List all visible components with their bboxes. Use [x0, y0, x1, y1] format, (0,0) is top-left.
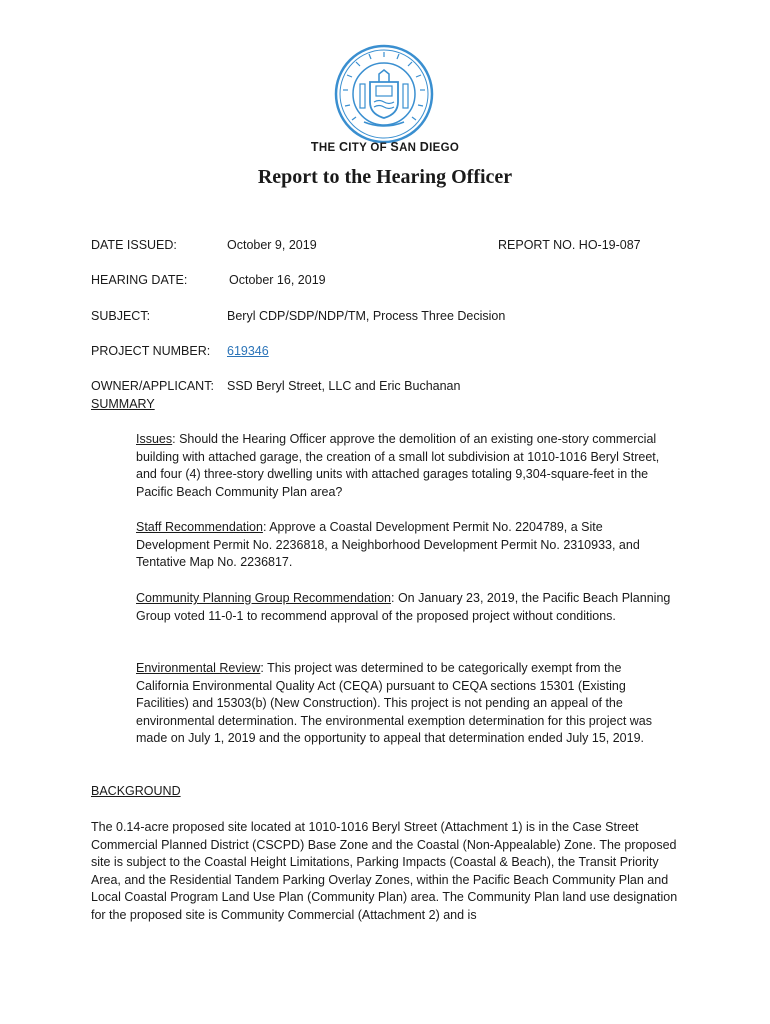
owner-applicant-label: OWNER/APPLICANT:	[91, 379, 214, 393]
staff-recommendation-label: Staff Recommendation	[136, 520, 263, 534]
background-paragraph: The 0.14-acre proposed site located at 1010-1016 Beryl Street (Attachment 1) is in the Case Street Commercial Planned District (CSCPD) Base Zone and the Coastal (Non-Appealable) Zone. The proposed site is subject to the Coastal Height Limitations, Parking Impacts (Coastal & Beach), the Transit Priority Area, and the Residential Tandem Parking Overlay Zones, within the Pacific Beach Community Plan and Local Coastal Program Land Use Plan (Community Plan) area. The Community Plan land use designation for the proposed site is Community Commercial (Attachment 2) and is	[91, 820, 678, 922]
staff-recommendation-paragraph	[136, 519, 676, 572]
issues-text: : Should the Hearing Officer approve the demolition of an existing one-story commercial building with attached garage, the creation of a small lot subdivision at 1010-1016 Beryl Street, and four (4) three-story dwelling units with attached garages totaling 9,304-square-feet in the Pacific Beach Community Plan area?	[136, 432, 660, 499]
subject-value: Beryl CDP/SDP/NDP/TM, Process Three Decision	[227, 309, 506, 323]
date-issued-value: October 9, 2019	[227, 238, 317, 252]
cpg-recommendation-paragraph	[136, 590, 676, 625]
background-heading: BACKGROUND	[91, 784, 181, 798]
cpg-recommendation-text: : On January 23, 2019, the Pacific Beach Planning Group voted 11-0-1 to recommend approval of the proposed project without conditions.	[136, 591, 671, 623]
hearing-date-label: HEARING DATE:	[91, 273, 188, 287]
environmental-review-label: Environmental Review	[136, 661, 261, 675]
environmental-review-text: : This project was determined to be categorically exempt from the California Environmental Quality Act (CEQA) pursuant to CEQA sections 15301 (Existing Facilities) and 15303(b) (New Construction). This project is not pending an appeal of the environmental determination. The environmental exemption determination for this project was made on July 1, 2019 and the opportunity to appeal that determination ended July 15, 2019.	[136, 661, 653, 746]
summary-heading: SUMMARY	[91, 397, 155, 411]
city-seal-icon	[334, 44, 434, 144]
project-number-label: PROJECT NUMBER:	[91, 344, 211, 358]
report-number: REPORT NO. HO-19-087	[498, 238, 641, 252]
subject-label: SUBJECT:	[91, 309, 151, 323]
cpg-recommendation-label: Community Planning Group Recommendation	[136, 591, 391, 605]
issues-label: Issues	[136, 432, 173, 446]
report-title: Report to the Hearing Officer	[257, 166, 513, 188]
city-name-heading: THE CITY OF SAN DIEGO	[310, 140, 460, 154]
date-issued-label: DATE ISSUED:	[91, 238, 177, 252]
staff-recommendation-text: : Approve a Coastal Development Permit No. 2204789, a Site Development Permit No. 2236818, a Neighborhood Development Permit No. 2310933, and Tentative Map No. 2236817.	[136, 520, 640, 570]
hearing-date-value: October 16, 2019	[229, 273, 326, 287]
environmental-review-paragraph	[136, 660, 676, 748]
project-number-link[interactable]: 619346	[227, 344, 269, 358]
issues-paragraph	[136, 431, 676, 501]
owner-applicant-value: SSD Beryl Street, LLC and Eric Buchanan	[227, 379, 461, 393]
